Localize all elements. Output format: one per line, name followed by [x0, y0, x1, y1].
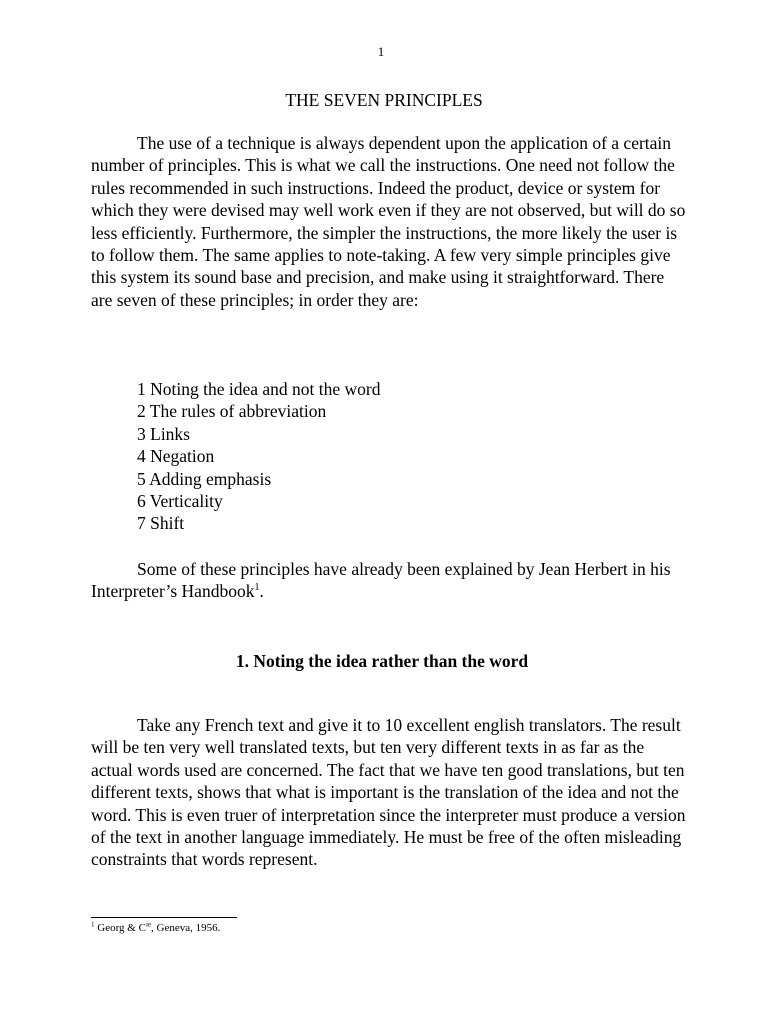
herbert-paragraph-end: . — [259, 581, 264, 602]
page-number: 1 — [377, 44, 385, 59]
footnote-reference[interactable]: 1 — [254, 582, 260, 594]
section-paragraph — [91, 714, 689, 871]
principles-list — [137, 378, 381, 535]
footnote — [91, 921, 220, 935]
list-item: 4 Negation — [137, 446, 215, 467]
list-item: 1 Noting the idea and not the word — [137, 379, 381, 399]
list-item: 5 Adding emphasis — [137, 468, 272, 489]
herbert-paragraph — [91, 558, 689, 603]
footnote-divider — [91, 917, 237, 918]
list-item: 2 The rules of abbreviation — [137, 401, 327, 422]
footnote-text-before: Georg & C — [97, 922, 146, 934]
list-item: 3 Links — [137, 423, 190, 444]
section-heading: 1. Noting the idea rather than the word — [235, 651, 529, 671]
intro-paragraph — [91, 132, 689, 311]
footnote-text-after: , Geneva, 1956. — [151, 922, 221, 934]
footnote-marker: 1 — [91, 920, 95, 929]
list-item: 6 Verticality — [137, 491, 223, 512]
herbert-paragraph-text: Some of these principles have already been explained by Jean Herbert in his Interpreter’s Handbook — [91, 559, 671, 602]
section-paragraph-text: Take any French text and give it to 10 excellent english translators. The result will be ten very well translated texts, but ten very different texts in as far as the actual words used are concerned. The fact that we have ten good translations, but ten different texts, shows that what is important is the translation of the idea and not the word. This is even truer of interpretation since the interpreter must produce a version of the text in another language immediately. He must be free of the often misleading constraints that words represent. — [91, 715, 686, 870]
intro-paragraph-text: The use of a technique is always dependent upon the application of a certain number of principles. This is what we call the instructions. One need not follow the rules recommended in such instructions. Indeed the product, device or system for which they were devised may well work even if they are not observed, but will do so less efficiently. Furthermore, the simpler the instructions, the more likely the user is to follow them. The same applies to note-taking. A few very simple principles give this system its sound base and precision, and make using it straightforward. There are seven of these principles; in order they are: — [91, 133, 686, 310]
footnote-superscript: ie — [145, 920, 151, 929]
list-item: 7 Shift — [137, 513, 185, 534]
page-title: THE SEVEN PRINCIPLES — [285, 90, 483, 110]
